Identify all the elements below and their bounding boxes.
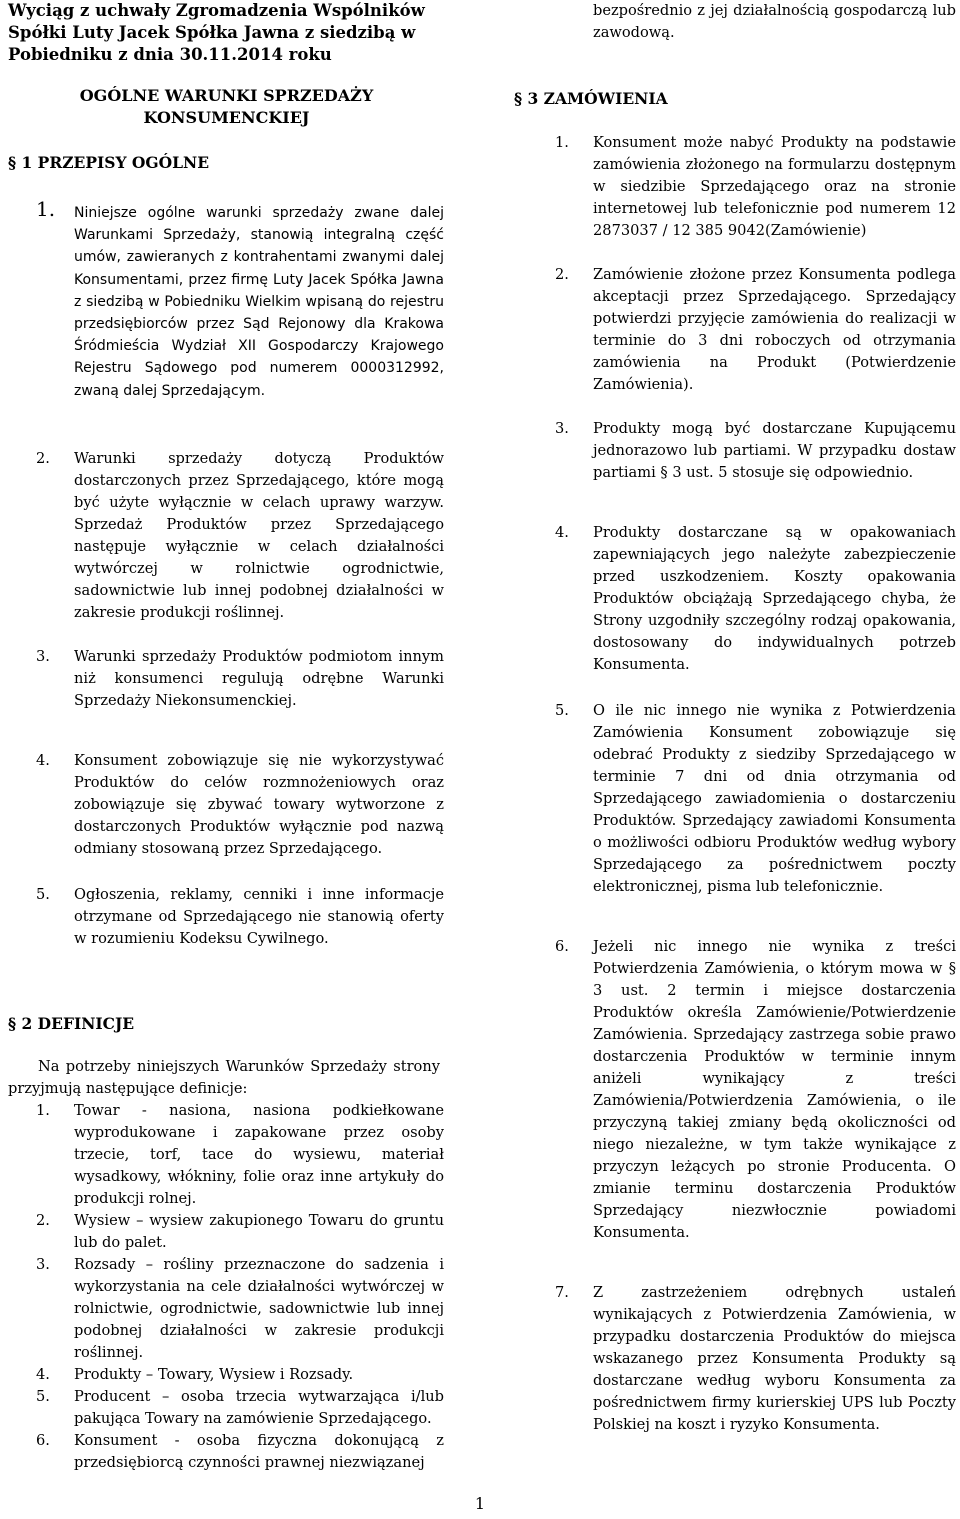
section-2-item-6-text: Konsument - osoba fizyczna dokonującą z przedsiębiorcą czynności prawnej niezwiązanej (74, 1432, 444, 1471)
header-title-line1: Wyciąg z uchwały Zgromadzenia Wspólników (8, 1, 425, 20)
section-3-item-4-text: Produkty dostarczane są w opakowaniach zapewniających jego należyte zabezpieczenie przed uszkodzeniem. Koszty opakowania Produktów obciążają Sprzedającego chyba, że Strony uzgodniły szczególny rodzaj opakowania, dostosowany do indywidualnych potrzeb Konsumenta. (593, 524, 956, 673)
section-2-item-3-text: Rozsady – rośliny przeznaczone do sadzenia i wykorzystania na cele działalności wytwórczej w rolnictwie, ogrodnictwie, sadownictwie lub innej podobnej działalności w zakresie produkcji roślinnej. (74, 1256, 444, 1361)
section-2-item-6-number: 6. (36, 1432, 50, 1449)
header-title-line2: Spółki Luty Jacek Spółka Jawna z siedzibą w (8, 23, 416, 42)
document-title (8, 85, 445, 129)
section-3-item-2-number: 2. (555, 266, 569, 283)
section-3-item-7-number: 7. (555, 1284, 569, 1301)
section-3-item-5-number: 5. (555, 702, 569, 719)
section-2-item-1-number: 1. (36, 1102, 50, 1119)
section-2-item-1-text: Towar - nasiona, nasiona podkiełkowane wyprodukowane i zapakowane przez osoby trzecie, torf, tace do wysiewu, materiał wysadkowy, włókniny, folie oraz inne artykuły do produkcji rolnej. (74, 1102, 444, 1207)
section-2-item-5-text: Producent – osoba trzecia wytwarzająca i/lub pakująca Towary na zamówienie Sprzedającego. (74, 1388, 444, 1427)
section-2-item-2-text: Wysiew – wysiew zakupionego Towaru do gruntu lub do palet. (74, 1212, 444, 1251)
section-1-item-3-text: Warunki sprzedaży Produktów podmiotom innym niż konsumenci regulują odrębne Warunki Sprzedaży Niekonsumenckiej. (74, 648, 444, 709)
section-1-title: § 1 PRZEPISY OGÓLNE (8, 153, 210, 172)
section-3-item-6-text: Jeżeli nic innego nie wynika z treści Potwierdzenia Zamówienia, o którym mowa w § 3 ust. 2 termin i miejsce dostarczenia Produktów określa Zamówienie/Potwierdzenie Zamówienia. Sprzedający zastrzega sobie prawo dostarczenia Produktów w terminie innym aniżeli wynikający z treści Zamówienia/Potwierdzenia Zamówienia, o ile przyczyną takiej zmiany będą okoliczności od niego niezależne, w tym także wynikające z przyczyn leżących po stronie Producenta. O zmianie terminu dostarczenia Produktów Sprzedający niezwłocznie powiadomi Konsumenta. (593, 938, 956, 1241)
section-3-item-3-number: 3. (555, 420, 569, 437)
section-1-item-1-number: 1. (36, 197, 56, 221)
section-3-item-7-text: Z zastrzeżeniem odrębnych ustaleń wynikających z Potwierdzenia Zamówienia, w przypadku dostarczenia Produktów do miejsca wskazanego przez Konsumenta Produkty są dostarczane według wyboru Konsumenta za pośrednictwem firmy kurierskiej UPS lub Poczty Polskiej na koszt i ryzyko Konsumenta. (593, 1284, 956, 1433)
section-2-intro: Na potrzeby niniejszych Warunków Sprzedaży strony przyjmują następujące definicje: (8, 1058, 440, 1097)
section-3-item-1-text: Konsument może nabyć Produkty na podstawie zamówienia złożonego na formularzu dostępnym w siedzibie Sprzedającego oraz na stronie internetowej lub telefonicznie pod numerem 12 2873037 / 12 385 9042(Zamówienie) (593, 134, 956, 239)
section-1-item-5-number: 5. (36, 886, 50, 903)
section-1-item-2-number: 2. (36, 450, 50, 467)
section-3-item-4-number: 4. (555, 524, 569, 541)
section-1-item-3-number: 3. (36, 648, 50, 665)
section-2-item-4-text: Produkty – Towary, Wysiew i Rozsady. (74, 1366, 354, 1383)
section-2-item-5-number: 5. (36, 1388, 50, 1405)
section-1-item-4-number: 4. (36, 752, 50, 769)
section-3-item-3-text: Produkty mogą być dostarczane Kupującemu jednorazowo lub partiami. W przypadku dostaw partiami § 3 ust. 5 stosuje się odpowiednio. (593, 420, 956, 481)
document-title-line2: KONSUMENCKIEJ (143, 108, 310, 127)
header-title (8, 0, 428, 66)
section-3-item-6-number: 6. (555, 938, 569, 955)
header-title-line3: Pobiedniku z dnia 30.11.2014 roku (8, 45, 332, 64)
section-1-item-2-text: Warunki sprzedaży dotyczą Produktów dostarczonych przez Sprzedającego, które mogą być użyte wyłącznie w celach uprawy warzyw. Sprzedaż Produktów przez Sprzedającego następuje wyłącznie w celach działalności wytwórczej w rolnictwie ogrodnictwie, sadownictwie lub innej podobnej działalności w zakresie produkcji roślinnej. (74, 450, 444, 621)
section-3-title: § 3 ZAMÓWIENIA (514, 89, 668, 108)
section-2-item-4-number: 4. (36, 1366, 50, 1383)
page-number: 1 (474, 1494, 486, 1513)
section-3-item-2-text: Zamówienie złożone przez Konsumenta podlega akceptacji przez Sprzedającego. Sprzedający potwierdzi przyjęcie zamówienia do realizacji w terminie do 3 dni roboczych od otrzymania zamówienia na Produkt (Potwierdzenie Zamówienia). (593, 266, 956, 393)
section-3-item-5-text: O ile nic innego nie wynika z Potwierdzenia Zamówienia Konsument zobowiązuje się odebrać Produkty z siedziby Sprzedającego w terminie 7 dni od dnia otrzymania od Sprzedającego zawiadomienia o dostarczeniu Produktów. Sprzedający zawiadomi Konsumenta o możliwości odbioru Produktów według wybory Sprzedającego za pośrednictwem poczty elektronicznej, pisma lub telefonicznie. (593, 702, 956, 895)
section-1-item-1-text: Niniejsze ogólne warunki sprzedaży zwane dalej Warunkami Sprzedaży, stanowią integralną część umów, zawieranych z kontrahentami zwanymi dalej Konsumentami, przez firmę Luty Jacek Spółka Jawna z siedzibą w Pobiedniku Wielkim wpisaną do rejestru przedsiębiorców przez Sąd Rejonowy dla Krakowa Śródmieścia Wydział XII Gospodarczy Krajowego Rejestru Sądowego pod numerem 0000312992, zwaną dalej Sprzedającym. (74, 205, 444, 399)
section-3-item-1-number: 1. (555, 134, 569, 151)
continuation-text: bezpośrednio z jej działalnością gospodarczą lub zawodową. (593, 2, 956, 41)
section-2-item-3-number: 3. (36, 1256, 50, 1273)
section-2-title: § 2 DEFINICJE (8, 1014, 135, 1033)
section-1-item-5-text: Ogłoszenia, reklamy, cenniki i inne informacje otrzymane od Sprzedającego nie stanowią oferty w rozumieniu Kodeksu Cywilnego. (74, 886, 444, 947)
document-title-line1: OGÓLNE WARUNKI SPRZEDAŻY (79, 86, 374, 105)
section-1-item-4-text: Konsument zobowiązuje się nie wykorzystywać Produktów do celów rozmnożeniowych oraz zobowiązuje się zbywać towary wytworzone z dostarczonych Produktów wyłącznie pod nazwą odmiany stosowaną przez Sprzedającego. (74, 752, 444, 857)
section-2-item-2-number: 2. (36, 1212, 50, 1229)
